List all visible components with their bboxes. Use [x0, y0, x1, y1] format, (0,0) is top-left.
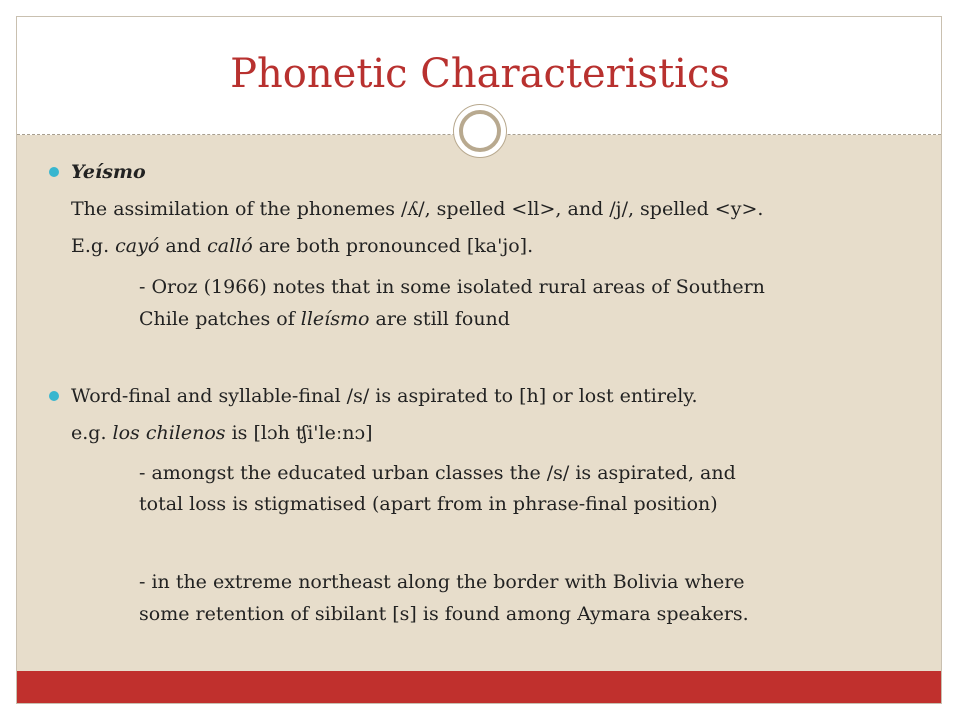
text-line	[139, 570, 745, 594]
text-segment: - in the extreme northeast along the border with Bolivia where	[139, 571, 745, 593]
text-line	[139, 492, 718, 516]
text-segment: is [lɔh ʧi'leːnɔ]	[225, 422, 373, 444]
text-segment: - amongst the educated urban classes the /s/ is aspirated, and	[139, 462, 736, 484]
bullet-heading-yeismo: Yeísmo	[71, 161, 146, 183]
text-segment-italic: cayó	[115, 235, 160, 257]
text-line	[139, 602, 749, 626]
text-segment-italic: los chilenos	[112, 422, 226, 444]
text-segment: and	[159, 235, 208, 257]
slide-title: Phonetic Characteristics	[230, 51, 730, 97]
text-line	[139, 461, 736, 485]
bullet-dot	[49, 391, 59, 401]
text-line	[71, 197, 763, 221]
text-segment: - Oroz (1966) notes that in some isolated rural areas of Southern	[139, 276, 765, 298]
text-segment: are still found	[369, 308, 510, 330]
bullet-heading-s-aspiration: Word-final and syllable-final /s/ is aspirated to [h] or lost entirely.	[71, 385, 698, 407]
text-segment: are both pronounced [ka'jo].	[252, 235, 534, 257]
text-line	[139, 275, 765, 299]
text-segment: The assimilation of the phonemes /ʎ/, spelled <ll>, and /j/, spelled <y>.	[71, 198, 764, 220]
text-line	[71, 421, 373, 445]
bullet-dot	[49, 167, 59, 177]
text-segment-italic: lleísmo	[300, 308, 370, 330]
text-line	[139, 307, 510, 331]
text-segment: some retention of sibilant [s] is found among Aymara speakers.	[139, 603, 749, 625]
text-segment: E.g.	[71, 235, 116, 257]
text-segment: Chile patches of	[139, 308, 301, 330]
text-segment-italic: calló	[207, 235, 253, 257]
text-segment: total loss is stigmatised (apart from in phrase-final position)	[139, 493, 718, 515]
text-line	[71, 234, 533, 258]
text-segment: e.g.	[71, 422, 113, 444]
